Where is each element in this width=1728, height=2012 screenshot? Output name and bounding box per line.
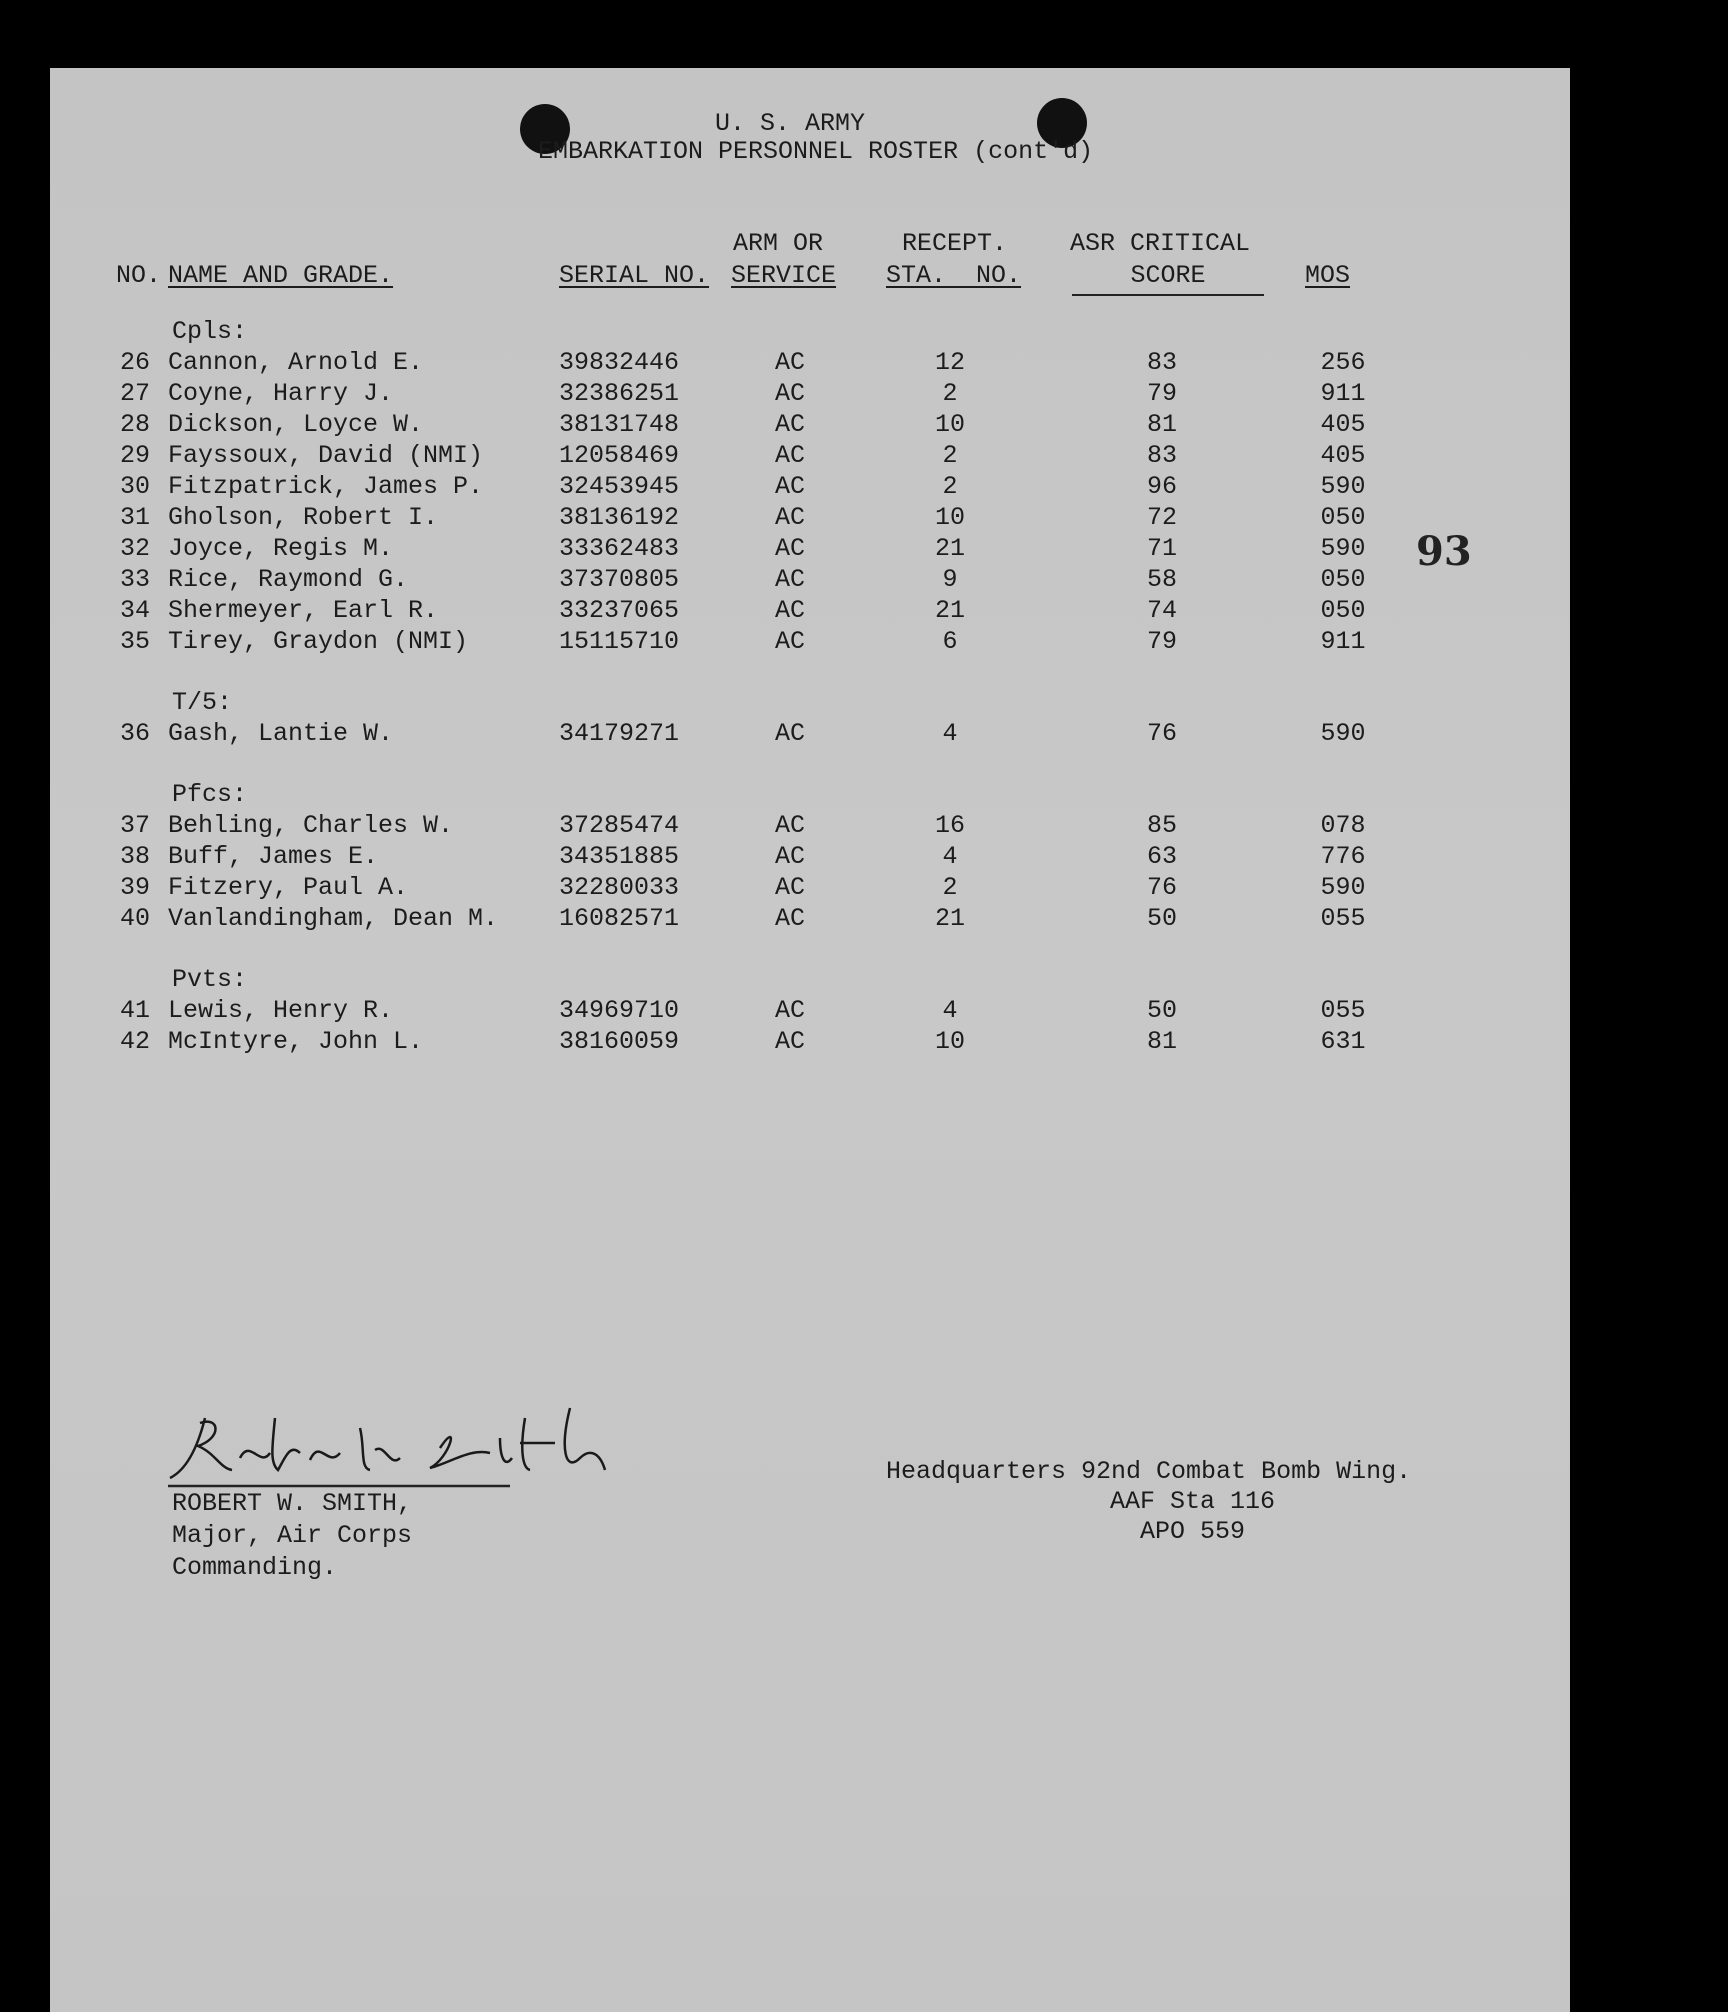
cell-serial: 38160059: [559, 1027, 680, 1056]
cell-score: 72: [1146, 503, 1177, 532]
grade-group-label: Pfcs:: [172, 780, 248, 809]
hq-line-2: AAF Sta 116: [1110, 1487, 1276, 1516]
cell-sta: 21: [934, 534, 965, 563]
cell-mos: 590: [1320, 719, 1366, 748]
cell-sta: 2: [942, 873, 958, 902]
cell-name: Gash, Lantie W.: [168, 719, 394, 748]
cell-score: 81: [1146, 1027, 1177, 1056]
cell-serial: 33362483: [559, 534, 680, 563]
cell-no: 31: [119, 503, 150, 532]
cell-mos: 631: [1320, 1027, 1366, 1056]
cell-sta: 6: [942, 627, 958, 656]
cell-serial: 32280033: [559, 873, 680, 902]
cell-score: 83: [1146, 348, 1177, 377]
cell-name: McIntyre, John L.: [168, 1027, 424, 1056]
cell-sta: 21: [934, 904, 965, 933]
col-header-asr-bottom: SCORE: [1130, 261, 1206, 290]
cell-mos: 055: [1320, 904, 1366, 933]
col-header-mos: MOS: [1305, 261, 1351, 290]
header-org: U. S. ARMY: [714, 109, 866, 138]
cell-name: Coyne, Harry J.: [168, 379, 394, 408]
cell-arm: AC: [774, 904, 805, 933]
cell-serial: 37285474: [559, 811, 680, 840]
cell-no: 27: [119, 379, 150, 408]
cell-serial: 15115710: [559, 627, 680, 656]
cell-mos: 911: [1320, 379, 1366, 408]
signatory-role: Commanding.: [172, 1553, 338, 1582]
cell-arm: AC: [774, 503, 805, 532]
col-header-name: NAME AND GRADE.: [168, 261, 394, 290]
cell-serial: 39832446: [559, 348, 680, 377]
cell-score: 58: [1146, 565, 1177, 594]
cell-sta: 2: [942, 472, 958, 501]
cell-mos: 050: [1320, 503, 1366, 532]
cell-no: 28: [119, 410, 150, 439]
col-header-asr-top: ASR CRITICAL: [1070, 229, 1251, 258]
cell-score: 96: [1146, 472, 1177, 501]
cell-score: 50: [1146, 904, 1177, 933]
cell-no: 38: [119, 842, 150, 871]
cell-name: Joyce, Regis M.: [168, 534, 394, 563]
cell-serial: 12058469: [559, 441, 680, 470]
hq-line-3: APO 559: [1140, 1517, 1246, 1546]
col-header-recept-bottom: STA. NO.: [886, 261, 1022, 290]
cell-name: Fayssoux, David (NMI): [168, 441, 484, 470]
cell-score: 85: [1146, 811, 1177, 840]
page-title: EMBARKATION PERSONNEL ROSTER (cont'd): [538, 137, 1094, 166]
cell-arm: AC: [774, 410, 805, 439]
cell-score: 76: [1146, 719, 1177, 748]
col-header-no: NO.: [116, 261, 162, 290]
cell-serial: 34969710: [559, 996, 680, 1025]
cell-arm: AC: [774, 565, 805, 594]
cell-name: Lewis, Henry R.: [168, 996, 394, 1025]
signature-image: [160, 1398, 630, 1498]
cell-arm: AC: [774, 873, 805, 902]
cell-sta: 2: [942, 441, 958, 470]
cell-name: Cannon, Arnold E.: [168, 348, 424, 377]
cell-mos: 405: [1320, 441, 1366, 470]
cell-serial: 37370805: [559, 565, 680, 594]
cell-arm: AC: [774, 719, 805, 748]
cell-sta: 16: [934, 811, 965, 840]
cell-no: 33: [119, 565, 150, 594]
cell-name: Shermeyer, Earl R.: [168, 596, 439, 625]
cell-no: 26: [119, 348, 150, 377]
cell-score: 81: [1146, 410, 1177, 439]
cell-sta: 12: [934, 348, 965, 377]
cell-name: Tirey, Graydon (NMI): [168, 627, 469, 656]
cell-no: 41: [119, 996, 150, 1025]
cell-no: 37: [119, 811, 150, 840]
cell-arm: AC: [774, 596, 805, 625]
col-header-arm-top: ARM OR: [733, 229, 824, 258]
cell-arm: AC: [774, 842, 805, 871]
col-header-recept-top: RECEPT.: [902, 229, 1008, 258]
grade-group-label: T/5:: [172, 688, 233, 717]
cell-score: 63: [1146, 842, 1177, 871]
cell-serial: 34351885: [559, 842, 680, 871]
cell-arm: AC: [774, 379, 805, 408]
cell-sta: 4: [942, 996, 958, 1025]
hq-line-1: Headquarters 92nd Combat Bomb Wing.: [886, 1457, 1412, 1486]
cell-sta: 10: [934, 503, 965, 532]
cell-name: Fitzery, Paul A.: [168, 873, 409, 902]
cell-sta: 4: [942, 842, 958, 871]
roster-page: [50, 68, 1570, 2012]
cell-mos: 590: [1320, 873, 1366, 902]
cell-score: 74: [1146, 596, 1177, 625]
cell-name: Vanlandingham, Dean M.: [168, 904, 499, 933]
col-header-serial: SERIAL NO.: [559, 261, 710, 290]
cell-mos: 776: [1320, 842, 1366, 871]
cell-score: 76: [1146, 873, 1177, 902]
cell-serial: 38131748: [559, 410, 680, 439]
cell-serial: 34179271: [559, 719, 680, 748]
cell-sta: 10: [934, 1027, 965, 1056]
cell-sta: 2: [942, 379, 958, 408]
cell-arm: AC: [774, 1027, 805, 1056]
cell-name: Rice, Raymond G.: [168, 565, 409, 594]
grade-group-label: Cpls:: [172, 317, 248, 346]
cell-sta: 9: [942, 565, 958, 594]
cell-mos: 050: [1320, 565, 1366, 594]
cell-no: 36: [119, 719, 150, 748]
cell-name: Gholson, Robert I.: [168, 503, 439, 532]
cell-score: 83: [1146, 441, 1177, 470]
cell-sta: 10: [934, 410, 965, 439]
cell-score: 50: [1146, 996, 1177, 1025]
cell-mos: 405: [1320, 410, 1366, 439]
cell-no: 30: [119, 472, 150, 501]
cell-arm: AC: [774, 996, 805, 1025]
cell-no: 29: [119, 441, 150, 470]
signatory-rank: Major, Air Corps: [172, 1521, 413, 1550]
cell-mos: 050: [1320, 596, 1366, 625]
cell-score: 79: [1146, 379, 1177, 408]
cell-name: Behling, Charles W.: [168, 811, 454, 840]
cell-score: 79: [1146, 627, 1177, 656]
cell-mos: 256: [1320, 348, 1366, 377]
cell-no: 40: [119, 904, 150, 933]
grade-group-label: Pvts:: [172, 965, 248, 994]
cell-no: 35: [119, 627, 150, 656]
cell-sta: 21: [934, 596, 965, 625]
cell-name: Fitzpatrick, James P.: [168, 472, 484, 501]
cell-arm: AC: [774, 472, 805, 501]
cell-serial: 32386251: [559, 379, 680, 408]
cell-no: 32: [119, 534, 150, 563]
cell-serial: 16082571: [559, 904, 680, 933]
cell-no: 42: [119, 1027, 150, 1056]
cell-sta: 4: [942, 719, 958, 748]
cell-mos: 078: [1320, 811, 1366, 840]
cell-arm: AC: [774, 811, 805, 840]
cell-name: Dickson, Loyce W.: [168, 410, 424, 439]
cell-serial: 33237065: [559, 596, 680, 625]
cell-mos: 590: [1320, 472, 1366, 501]
cell-score: 71: [1146, 534, 1177, 563]
cell-arm: AC: [774, 534, 805, 563]
cell-arm: AC: [774, 348, 805, 377]
col-header-arm-bottom: SERVICE: [731, 261, 837, 290]
cell-mos: 055: [1320, 996, 1366, 1025]
cell-arm: AC: [774, 627, 805, 656]
cell-name: Buff, James E.: [168, 842, 379, 871]
cell-mos: 590: [1320, 534, 1366, 563]
cell-no: 34: [119, 596, 150, 625]
asr-score-underline: [1072, 294, 1264, 296]
page-number: 93: [1416, 528, 1472, 575]
cell-serial: 32453945: [559, 472, 680, 501]
signatory-name: ROBERT W. SMITH,: [172, 1489, 413, 1518]
cell-arm: AC: [774, 441, 805, 470]
cell-mos: 911: [1320, 627, 1366, 656]
cell-serial: 38136192: [559, 503, 680, 532]
cell-no: 39: [119, 873, 150, 902]
